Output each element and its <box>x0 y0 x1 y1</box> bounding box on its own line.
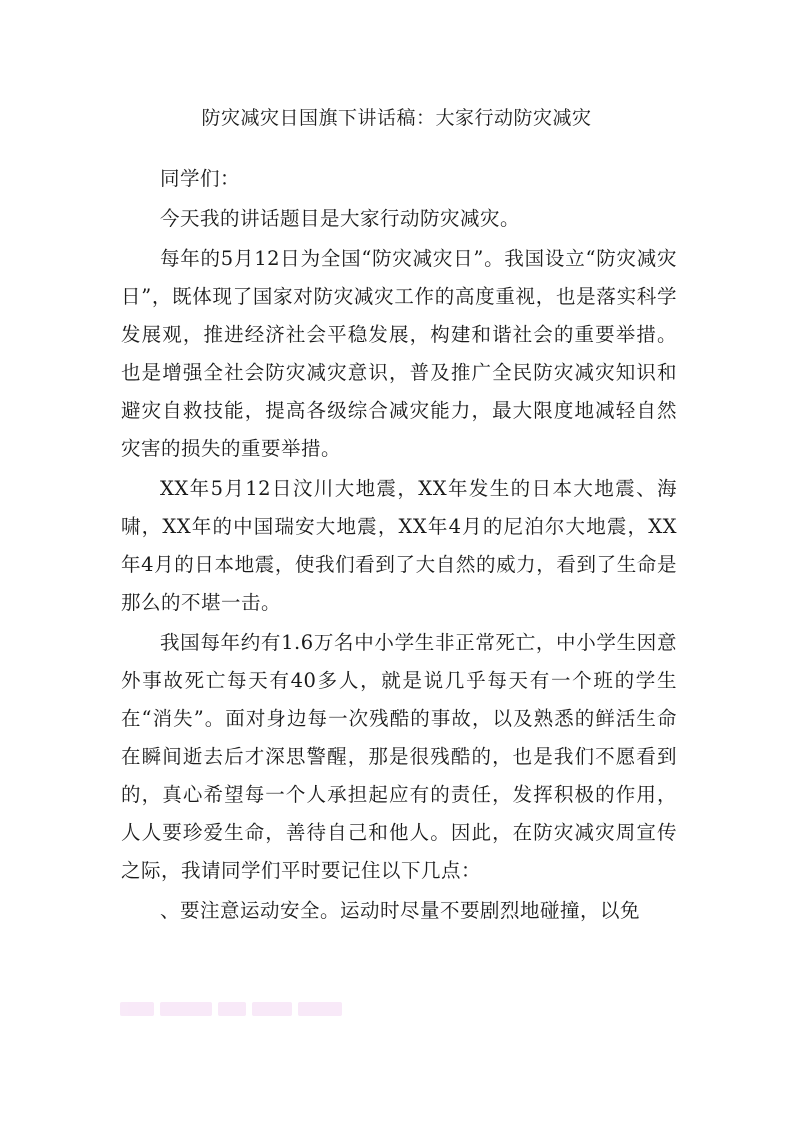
watermark-block <box>120 1002 154 1016</box>
paragraph-earthquakes: XX年5月12日汶川大地震，XX年发生的日本大地震、海啸，XX年的中国瑞安大地震，XX年4月的尼泊尔大地震，XX年4月的日本地震，使我们看到了大自然的威力，看到了生命是那么的不堪一击。 <box>121 477 677 614</box>
paragraph-student-safety: 我国每年约有1.6万名中小学生非正常死亡，中小学生因意外事故死亡每天有40多人，就是说几乎每天有一个班的学生在“消失”。面对身边每一次残酷的事故，以及熟悉的鲜活生命在瞬间逝去后才深思警醒，那是很残酷的，也是我们不愿看到的，真心希望每一个人承担起应有的责任，发挥积极的作用，人人要珍爱生命，善待自己和他人。因此，在防灾减灾周宣传之际，我请同学们平时要记住以下几点： <box>121 631 677 882</box>
paragraph-topic: 今天我的讲话题目是大家行动防灾减灾。 <box>160 207 521 230</box>
paragraph-sports-safety: 、要注意运动安全。运动时尽量不要剧烈地碰撞，以免 <box>160 899 641 922</box>
watermark-block <box>298 1002 342 1016</box>
watermark-block <box>218 1002 246 1016</box>
watermark-block <box>252 1002 292 1016</box>
paragraph-disaster-day: 每年的5月12日为全国“防灾减灾日”。我国设立“防灾减灾日”，既体现了国家对防灾减灾工作的高度重视，也是落实科学发展观，推进经济社会平稳发展，构建和谐社会的重要举措。也是增强全社会防灾减灾意识，普及推广全民防灾减灾知识和避灾自救技能，提高各级综合减灾能力，最大限度地减轻自然灾害的损失的重要举措。 <box>121 247 677 460</box>
watermark-block <box>160 1002 212 1016</box>
document-body <box>121 160 677 930</box>
paragraph-greeting: 同学们： <box>160 167 241 190</box>
faded-watermark <box>120 1002 360 1022</box>
document-title: 防灾减灾日国旗下讲话稿：大家行动防灾减灾 <box>201 107 592 129</box>
